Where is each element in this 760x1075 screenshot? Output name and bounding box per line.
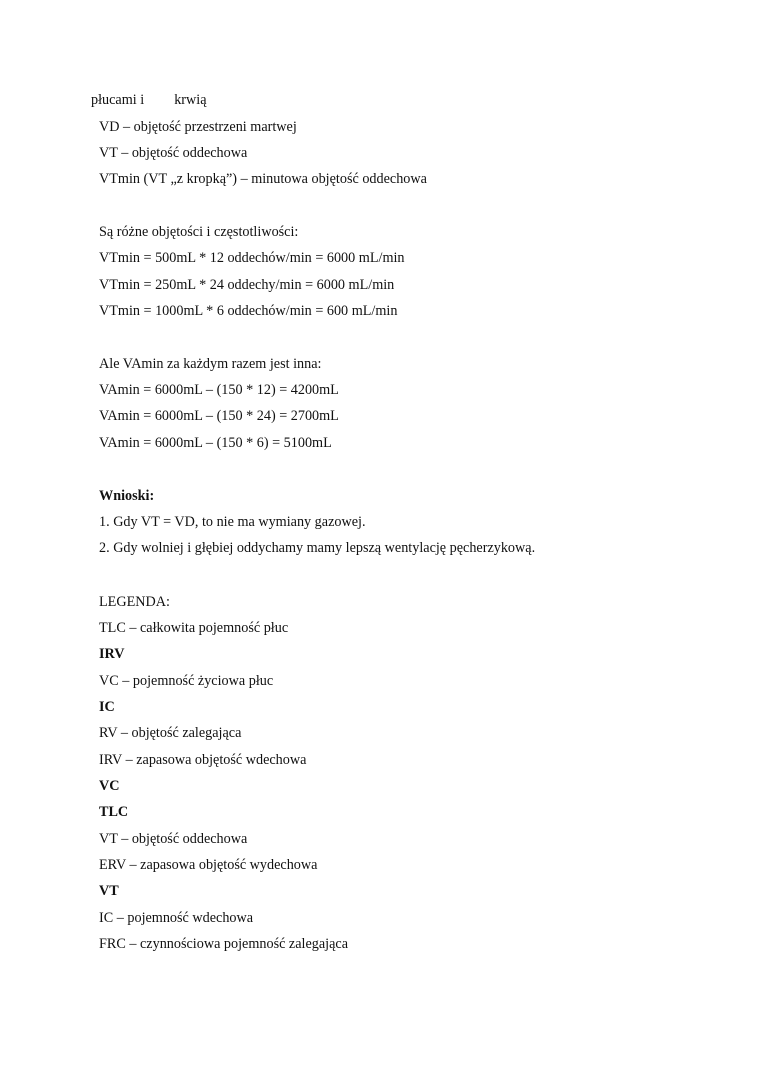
calculation-line: VAmin = 6000mL – (150 * 6) = 5100mL bbox=[99, 435, 332, 451]
legend-item: ERV – zapasowa objętość wydechowa bbox=[99, 857, 318, 873]
intro-text-part1: płucami i bbox=[91, 92, 145, 108]
calculation-line: VTmin = 250mL * 24 oddechy/min = 6000 mL/min bbox=[99, 277, 395, 293]
legend-item: TLC bbox=[99, 804, 129, 820]
section-heading: Są różne objętości i częstotliwości: bbox=[99, 224, 299, 240]
legend-item: VC bbox=[99, 778, 120, 794]
legend-item: VC – pojemność życiowa płuc bbox=[99, 673, 274, 689]
section-heading: Ale VAmin za każdym razem jest inna: bbox=[99, 356, 322, 372]
calculation-line: VAmin = 6000mL – (150 * 12) = 4200mL bbox=[99, 382, 339, 398]
legend-item: IRV – zapasowa objętość wdechowa bbox=[99, 752, 307, 768]
definition-line: VD – objętość przestrzeni martwej bbox=[99, 119, 297, 135]
legend-item: TLC – całkowita pojemność płuc bbox=[99, 620, 289, 636]
conclusion-item: 2. Gdy wolniej i głębiej oddychamy mamy lepszą wentylację pęcherzykową. bbox=[99, 540, 536, 556]
legend-item: IC – pojemność wdechowa bbox=[99, 910, 254, 926]
conclusion-item: 1. Gdy VT = VD, to nie ma wymiany gazowej. bbox=[99, 514, 366, 530]
legend-item: VT bbox=[99, 883, 119, 899]
legend-item: VT – objętość oddechowa bbox=[99, 831, 248, 847]
legend-heading: LEGENDA: bbox=[99, 594, 170, 610]
definition-line: VT – objętość oddechowa bbox=[99, 145, 248, 161]
calculation-line: VTmin = 1000mL * 6 oddechów/min = 600 mL/min bbox=[99, 303, 398, 319]
definition-line: VTmin (VT „z kropką”) – minutowa objętość oddechowa bbox=[99, 171, 427, 187]
conclusions-heading: Wnioski: bbox=[99, 488, 155, 504]
intro-text-part2: krwią bbox=[174, 92, 207, 108]
legend-item: IRV bbox=[99, 646, 125, 662]
legend-item: FRC – czynnościowa pojemność zalegająca bbox=[99, 936, 348, 952]
legend-item: IC bbox=[99, 699, 115, 715]
legend-item: RV – objętość zalegająca bbox=[99, 725, 242, 741]
intro-line bbox=[91, 91, 207, 109]
calculation-line: VTmin = 500mL * 12 oddechów/min = 6000 mL/min bbox=[99, 250, 405, 266]
calculation-line: VAmin = 6000mL – (150 * 24) = 2700mL bbox=[99, 408, 339, 424]
